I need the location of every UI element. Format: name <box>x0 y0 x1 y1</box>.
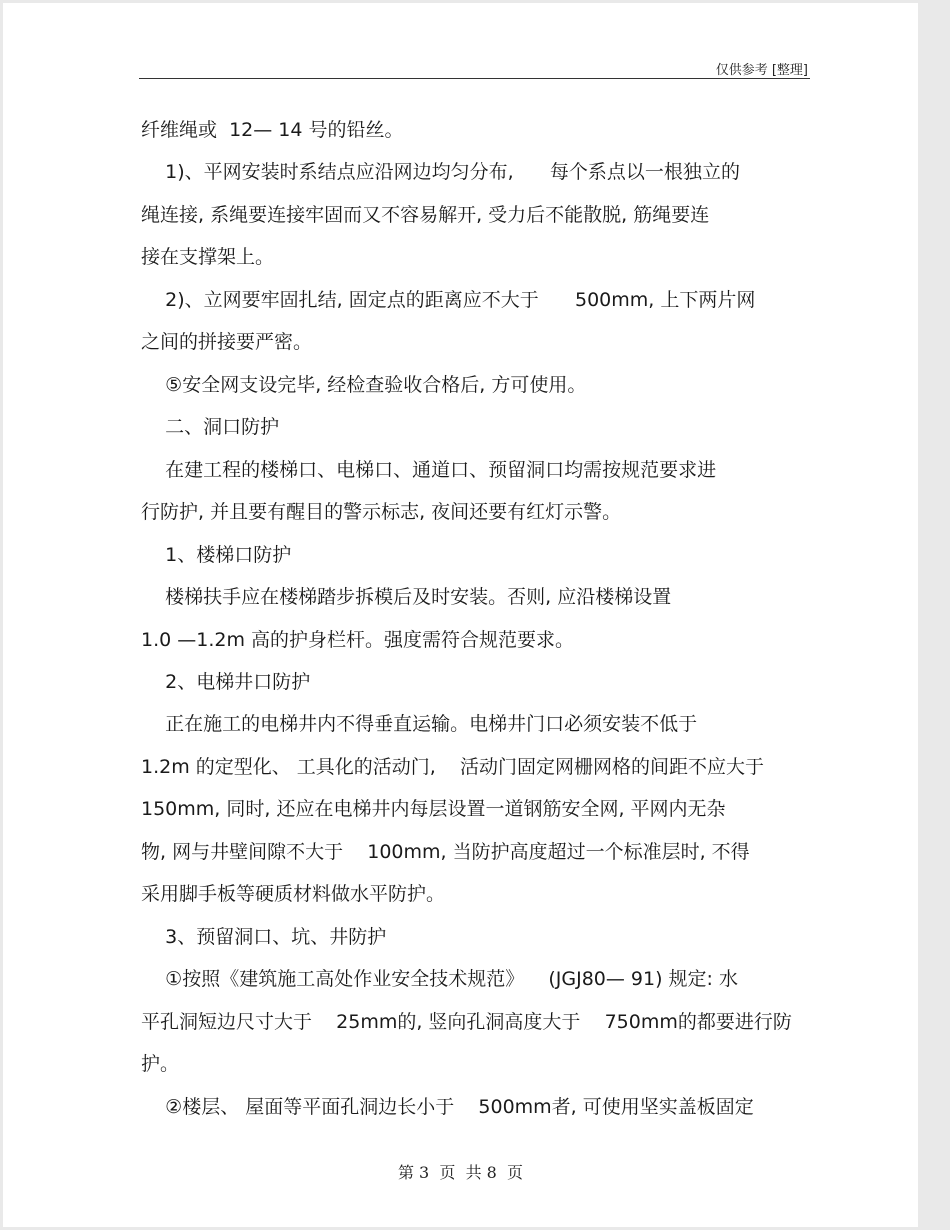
body-line: 接在支撑架上。 <box>141 246 275 268</box>
body-line: 之间的拼接要严密。 <box>141 331 313 353</box>
document-page <box>3 3 918 1227</box>
body-line: 1、楼梯口防护 <box>141 544 292 566</box>
body-line: 平孔洞短边尺寸大于 25mm的, 竖向孔洞高度大于 750mm的都要进行防 <box>141 1011 792 1033</box>
body-line: 楼梯扶手应在楼梯踏步拆模后及时安装。否则, 应沿楼梯设置 <box>141 586 672 608</box>
body-line: 3、预留洞口、坑、井防护 <box>141 926 387 948</box>
body-line: 绳连接, 系绳要连接牢固而又不容易解开, 受力后不能散脱, 筋绳要连 <box>141 204 710 226</box>
header-rule <box>139 78 810 79</box>
body-line: 1)、平网安装时系结点应沿网边均匀分布, 每个系点以一根独立的 <box>141 161 740 183</box>
body-line: 1.0 —1.2m 高的护身栏杆。强度需符合规范要求。 <box>141 629 575 651</box>
body-line: 二、洞口防护 <box>141 416 280 438</box>
body-line: 在建工程的楼梯口、电梯口、通道口、预留洞口均需按规范要求进 <box>141 459 717 481</box>
body-line: ⑤安全网支设完毕, 经检查验收合格后, 方可使用。 <box>141 374 587 396</box>
body-line: 2、电梯井口防护 <box>141 671 311 693</box>
body-line: ②楼层、 屋面等平面孔洞边长小于 500mm者, 可使用坚实盖板固定 <box>141 1096 754 1118</box>
body-line: 护。 <box>141 1053 180 1075</box>
body-line: 2)、立网要牢固扎结, 固定点的距离应不大于 500mm, 上下两片网 <box>141 289 756 311</box>
body-line: 行防护, 并且要有醒目的警示标志, 夜间还要有红灯示警。 <box>141 501 622 523</box>
body-line: 正在施工的电梯井内不得垂直运输。电梯井门口必须安装不低于 <box>141 713 698 735</box>
body-line: 纤维绳或 12— 14 号的铅丝。 <box>141 119 404 141</box>
body-line: 采用脚手板等硬质材料做水平防护。 <box>141 883 446 905</box>
body-line: ①按照《建筑施工高处作业安全技术规范》 (JGJ80— 91) 规定: 水 <box>141 968 738 990</box>
page-footer: 第 3 页 共 8 页 <box>397 1163 524 1182</box>
page-header: 仅供参考 [整理] <box>715 63 808 78</box>
body-line: 150mm, 同时, 还应在电梯井内每层设置一道钢筋安全网, 平网内无杂 <box>141 798 726 820</box>
body-line: 1.2m 的定型化、 工具化的活动门, 活动门固定网栅网格的间距不应大于 <box>141 756 765 778</box>
body-line: 物, 网与井壁间隙不大于 100mm, 当防护高度超过一个标准层时, 不得 <box>141 841 750 863</box>
